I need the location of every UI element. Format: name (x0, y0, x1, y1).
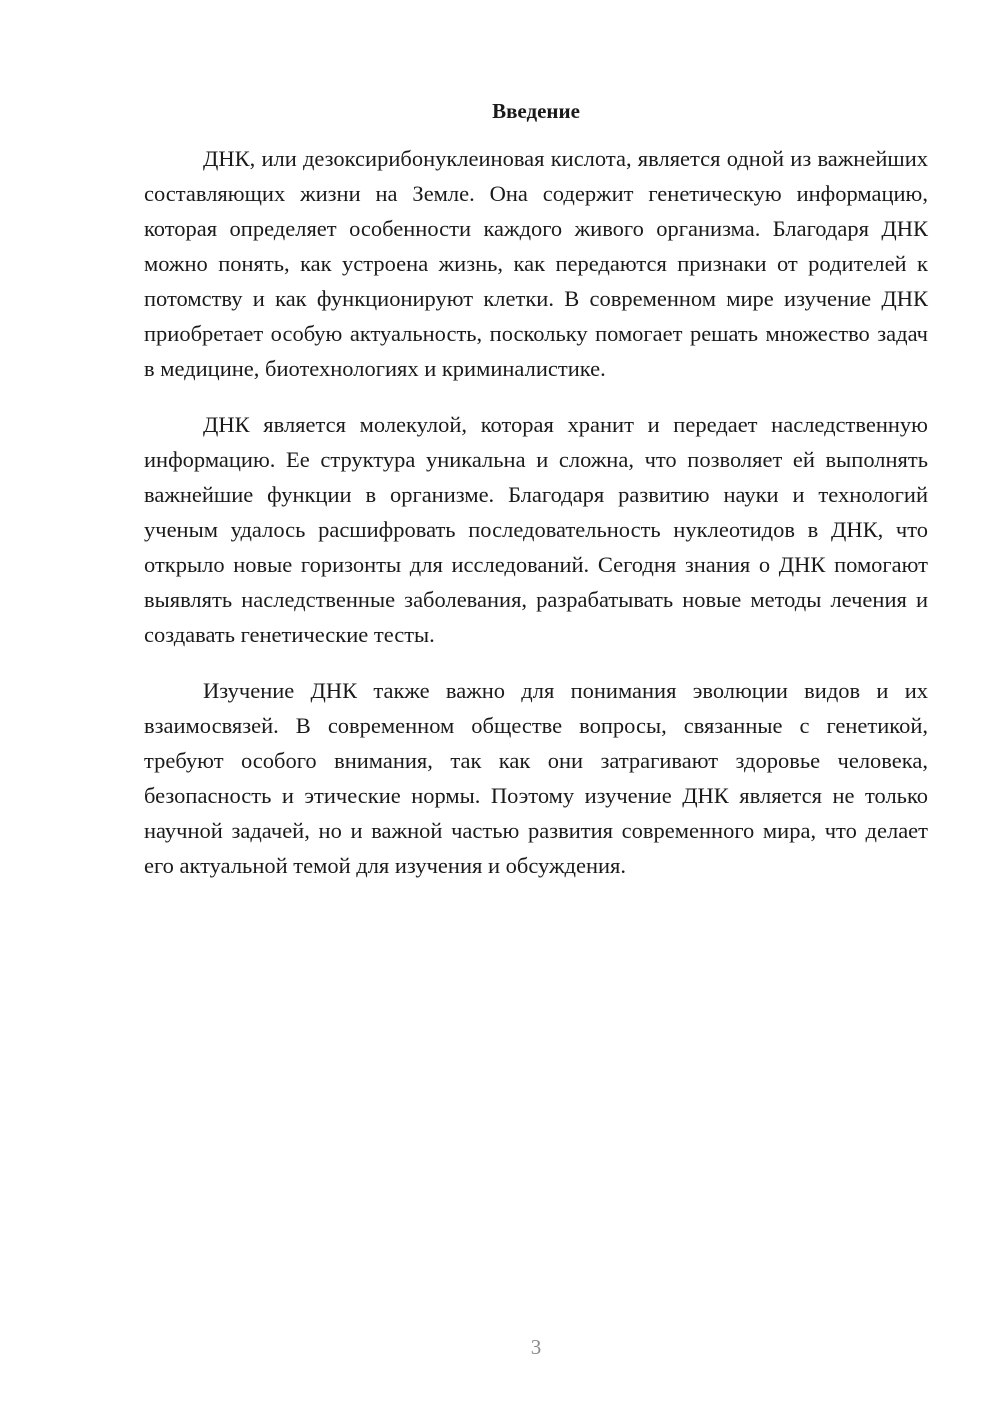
paragraph-2: ДНК является молекулой, которая хранит и передает наследственную информацию. Ее структура уникальна и сложна, что позволяет ей выполнять важнейшие функции в организме. Благодаря развитию науки и технологий ученым удалось расшифровать последовательность нуклеотидов в ДНК, что открыло новые горизонты для исследований. Сегодня знания о ДНК помогают выявлять наследственные заболевания, разрабатывать новые методы лечения и создавать генетические тесты. (144, 412, 928, 647)
section-title: Введение (492, 99, 580, 123)
paragraph-3: Изучение ДНК также важно для понимания эволюции видов и их взаимосвязей. В современном обществе вопросы, связанные с генетикой, требуют особого внимания, так как они затрагивают здоровье человека, безопасность и этические нормы. Поэтому изучение ДНК является не только научной задачей, но и важной частью развития современного мира, что делает его актуальной темой для изучения и обсуждения. (144, 678, 928, 878)
paragraph-1: ДНК, или дезоксирибонуклеиновая кислота, является одной из важнейших составляющих жизни на Земле. Она содержит генетическую информацию, которая определяет особенности каждого живого организма. Благодаря ДНК можно понять, как устроена жизнь, как передаются признаки от родителей к потомству и как функционируют клетки. В современном мире изучение ДНК приобретает особую актуальность, поскольку помогает решать множество задач в медицине, биотехнологиях и криминалистике. (144, 146, 928, 381)
body-text (144, 141, 928, 904)
page-number: 3 (530, 1335, 542, 1359)
